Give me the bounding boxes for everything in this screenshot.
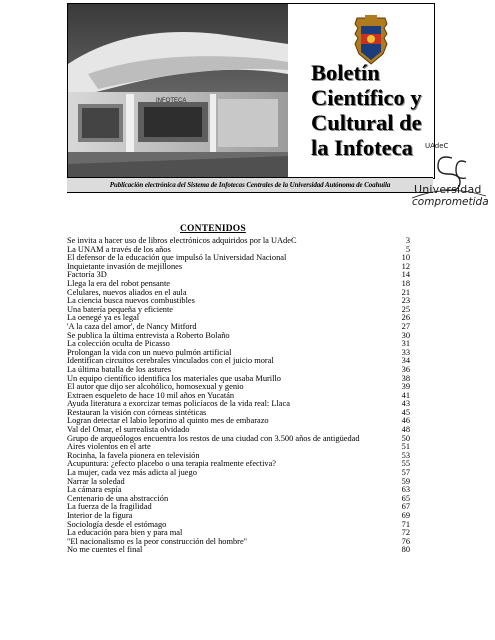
- toc-entry-title: Un equipo científico identifica los materiales que usaba Murillo: [67, 373, 281, 383]
- toc-entry-page: 14: [401, 270, 410, 280]
- toc-entry-title: Celulares, nuevos aliados en el aula: [67, 287, 187, 297]
- toc-entry-title: Extraen esqueleto de hace 10 mil años en Yucatán: [67, 390, 235, 400]
- toc-entry-page: 72: [401, 528, 410, 538]
- toc-entry-page: 63: [401, 485, 410, 495]
- toc-entry-page: 30: [401, 330, 410, 340]
- toc-entry-title: 'A la caza del amor', de Nancy Mitford: [67, 321, 197, 331]
- header-box: [67, 3, 435, 179]
- logo-comprometida-text: comprometida: [412, 196, 489, 208]
- toc-entry-title: No me cuentes el final: [67, 545, 143, 555]
- toc-entry-page: 18: [401, 278, 410, 288]
- table-of-contents: [67, 237, 410, 555]
- toc-entry-page: 55: [401, 459, 410, 469]
- toc-entry-page: 12: [401, 261, 410, 271]
- logo-universidad-text: Universidad: [414, 183, 482, 196]
- toc-entry-page: 34: [401, 356, 410, 366]
- toc-entry-title: Inquietante invasión de mejillones: [67, 261, 183, 271]
- toc-entry-page: 71: [401, 519, 410, 529]
- toc-entry-page: 38: [401, 373, 410, 383]
- contents-heading: CONTENIDOS: [180, 224, 246, 234]
- banner-text: Publicación electrónica del Sistema de Infotecas Centrales de la Universidad Autónoma de Coahuila: [109, 181, 391, 189]
- toc-entry-page: 25: [401, 304, 410, 314]
- toc-entry-page: 67: [401, 502, 410, 512]
- toc-entry-page: 43: [401, 399, 410, 409]
- publication-banner: [67, 177, 433, 193]
- toc-entry-title: La última batalla de los astures: [67, 364, 171, 374]
- toc-entry-title: Interior de la figura: [67, 511, 133, 520]
- toc-entry-title: Aires violentos en el arte: [67, 442, 151, 452]
- toc-entry-title: La colección oculta de Picasso: [67, 339, 170, 349]
- toc-entry-title: Factoría 3D: [67, 270, 107, 280]
- toc-entry-title: El defensor de la educación que impulsó la Universidad Nacional: [67, 253, 287, 263]
- toc-entry-title: Centenario de una abstracción: [67, 493, 169, 503]
- toc-entry-title: El autor que dijo ser alcohólico, homosexual y genio: [67, 382, 244, 392]
- toc-entry-title: Grupo de arqueólogos encuentra los restos de una ciudad con 3.500 años de antigüedad: [67, 433, 360, 443]
- toc-entry-page: 69: [401, 511, 410, 520]
- toc-entry-page: 5: [405, 244, 410, 254]
- toc-entry-title: La fuerza de la fragilidad: [67, 502, 152, 512]
- toc-entry-page: 57: [401, 468, 410, 478]
- toc-entry-page: 33: [401, 347, 410, 357]
- toc-entry-title: Acupuntura: ¿efecto placebo o una terapia realmente efectiva?: [67, 459, 277, 469]
- toc-entry-page: 80: [401, 545, 410, 555]
- title-line-3: Cultural de: [311, 110, 422, 135]
- toc-entry-page: 65: [401, 493, 410, 503]
- title-line-4: la Infoteca: [311, 135, 413, 160]
- toc-entry-page: 53: [401, 450, 410, 460]
- toc-entry-page: 45: [401, 407, 410, 417]
- toc-entry-title: Se publica la última entrevista a Roberto Bolaño: [67, 330, 230, 340]
- toc-entry-page: 39: [401, 382, 410, 392]
- toc-entry-title: Una batería pequeña y eficiente: [67, 304, 174, 314]
- toc-entry[interactable]: [67, 263, 410, 272]
- toc-entry-title: "El nacionalismo es la peor construcción del hombre": [67, 536, 248, 546]
- toc-entry-page: 51: [401, 442, 410, 452]
- toc-entry-title: La oenegé ya es legal: [67, 313, 140, 323]
- toc-entry-page: 26: [401, 313, 410, 323]
- title-line-1: Boletín: [311, 60, 380, 85]
- toc-entry-page: 31: [401, 339, 410, 349]
- toc-entry-title: Se invita a hacer uso de libros electrónicos adquiridos por la UAdeC: [67, 236, 297, 245]
- toc-entry-title: Restauran la visión con córneas sintéticas: [67, 407, 207, 417]
- toc-entry-page: 76: [401, 536, 410, 546]
- toc-entry-title: La UNAM a través de los años: [67, 244, 171, 254]
- toc-entry-page: 48: [401, 425, 410, 435]
- toc-entry-page: 21: [401, 287, 410, 297]
- toc-entry[interactable]: [67, 546, 410, 555]
- toc-entry-page: 10: [401, 253, 410, 263]
- toc-entry-title: Logran detectar el labio leporino al quinto mes de embarazo: [67, 416, 269, 426]
- toc-entry-page: 3: [405, 236, 410, 245]
- toc-entry-title: Prolongan la vida con un nuevo pulmón artificial: [67, 347, 232, 357]
- toc-entry-title: La cámara espía: [67, 485, 122, 495]
- toc-entry-title: Rocinha, la favela pionera en televisión: [67, 450, 200, 460]
- toc-entry-page: 50: [401, 433, 410, 443]
- toc-entry-title: Sociología desde el estómago: [67, 519, 167, 529]
- toc-entry-title: Identifican circuitos cerebrales vinculados con el juicio moral: [67, 356, 274, 366]
- toc-entry-title: La ciencia busca nuevos combustibles: [67, 296, 195, 306]
- toc-entry-page: 23: [401, 296, 410, 306]
- toc-entry-page: 46: [401, 416, 410, 426]
- toc-entry-title: Ayuda literatura a exorcizar temas policíacos de la vida real: Llaca: [67, 399, 290, 409]
- toc-entry-page: 27: [401, 321, 410, 331]
- logo-small-text: UAdeC: [425, 142, 449, 150]
- toc-entry-title: Narrar la soledad: [67, 476, 125, 486]
- building-photo: [68, 4, 288, 178]
- title-line-2: Científico y: [311, 85, 422, 110]
- toc-entry-page: 36: [401, 364, 410, 374]
- toc-entry-page: 41: [401, 390, 410, 400]
- toc-entry-page: 59: [401, 476, 410, 486]
- toc-entry-title: La mujer, cada vez más adicta al juego: [67, 468, 197, 478]
- toc-entry-title: Llega la era del robot pensante: [67, 278, 171, 288]
- toc-entry-title: Val del Omar, el surrealista olvidado: [67, 425, 190, 435]
- photo-sign: INFOTECA: [156, 98, 187, 104]
- toc-entry-title: La educación para bien y para mal: [67, 528, 183, 538]
